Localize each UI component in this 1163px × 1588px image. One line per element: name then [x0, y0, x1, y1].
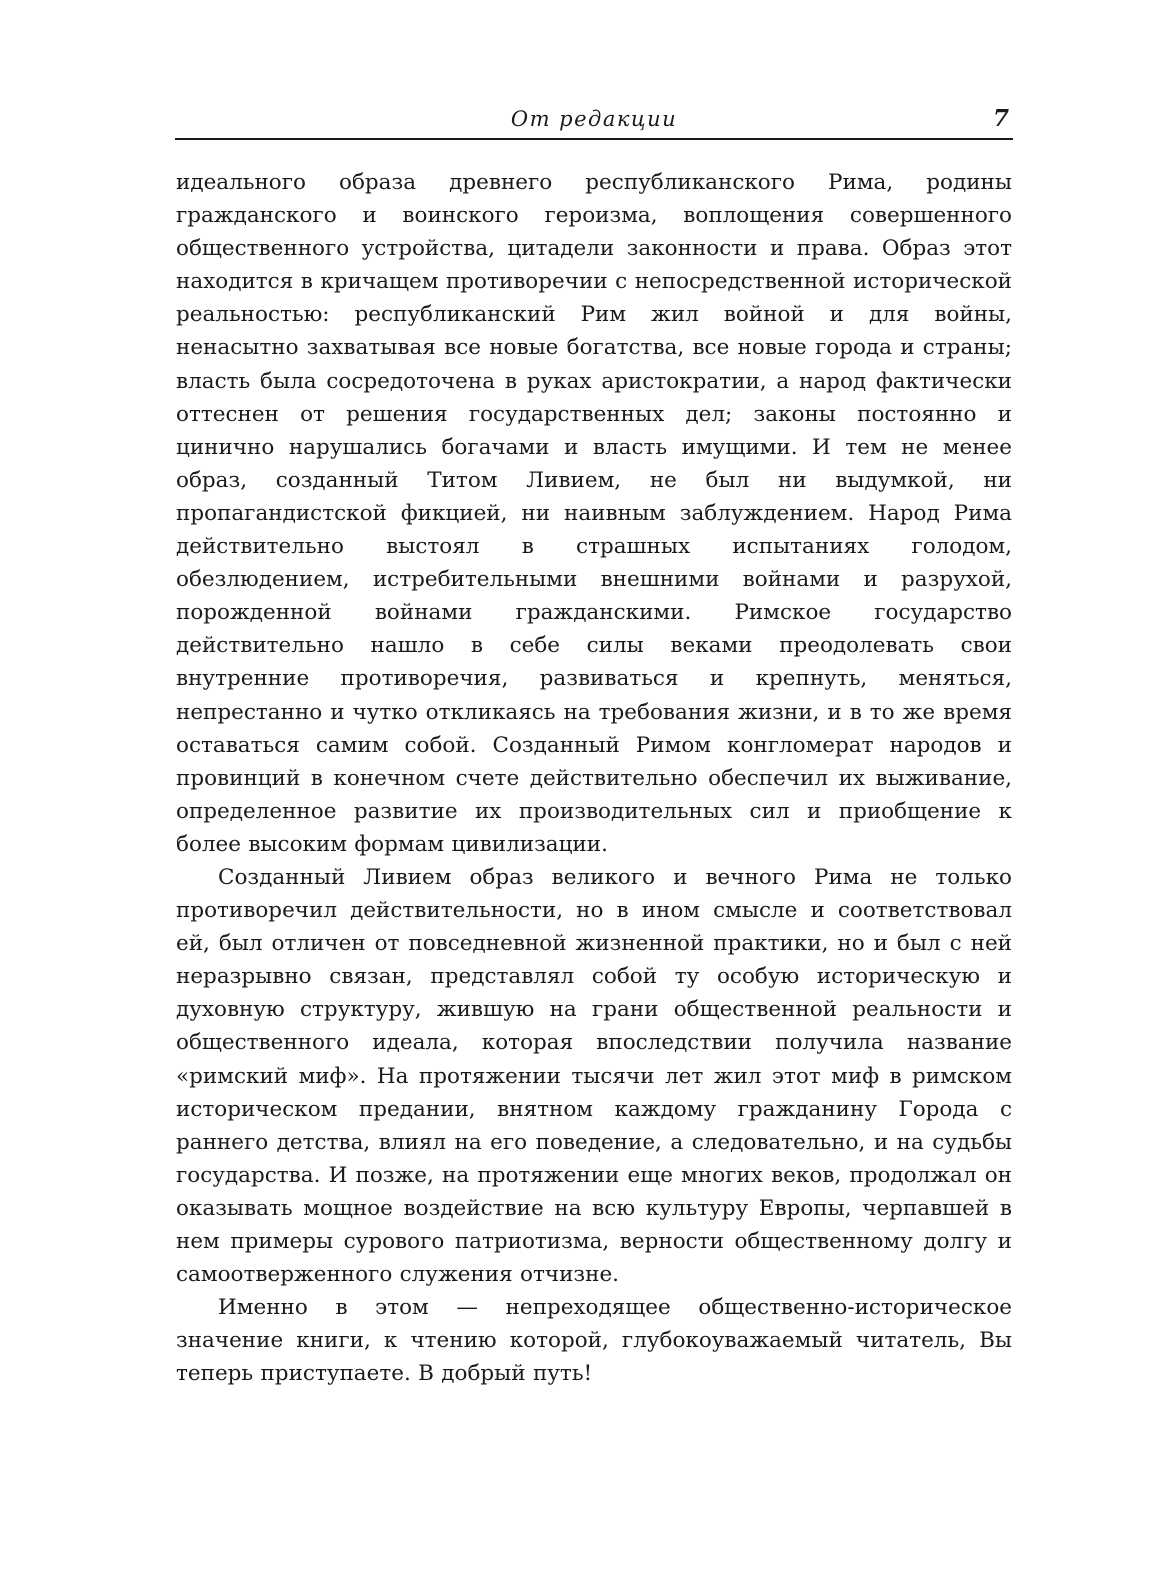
paragraph-continuation: идеального образа древнего республиканского Рима, родины гражданского и воинского героизма, воплощения совершенного общественного устройства, цитадели законности и права. Образ этот находится в кричащем противоречии с непосредственной исторической реальностью: республиканский Рим жил войной и для войны, ненасытно захватывая все новые богатства, все новые города и страны; власть была сосредоточена в руках аристократии, а народ фактически оттеснен от решения государственных дел; законы постоянно и цинично нарушались богачами и власть имущими. И тем не менее образ, созданный Титом Ливием, не был ни выдумкой, ни пропагандистской фикцией, ни наивным заблуждением. Народ Рима действительно выстоял в страшных испытаниях голодом, обезлюдением, истребительными внешними войнами и разрухой, порожденной войнами гражданскими. Римское государство действительно нашло в себе силы веками преодолевать свои внутренние противоречия, развиваться и крепнуть, меняться, непрестанно и чутко откликаясь на требования жизни, и в то же время оставаться самим собой. Созданный Римом конгломерат народов и провинций в конечном счете действительно обеспечил их выживание, определенное развитие их производительных сил и приобщение к более высоким формам цивилизации.	[176, 170, 1012, 857]
paragraph-roman-myth: Созданный Ливием образ великого и вечного Рима не только противоречил действительности, но в ином смысле и соответствовал ей, был отличен от повседневной жизненной практики, но и был с ней неразрывно связан, представлял собой ту особую историческую и духовную структуру, жившую на грани общественной реальности и общественного идеала, которая впоследствии получила название «римский миф». На протяжении тысячи лет жил этот миф в римском историческом предании, внятном каждому гражданину Города с раннего детства, влиял на его поведение, а следовательно, и на судьбы государства. И позже, на протяжении еще многих веков, продолжал он оказывать мощное воздействие на всю культуру Европы, черпавшей в нем примеры сурового патриотизма, верности общественному долгу и самоотверженного служения отчизне.	[176, 864, 1012, 1288]
page-number: 7	[992, 105, 1009, 132]
body-text	[176, 166, 1012, 1390]
running-head	[175, 104, 1013, 136]
header-rule	[175, 138, 1013, 140]
running-title: От редакции	[510, 107, 678, 131]
paragraph-conclusion: Именно в этом — непреходящее общественно-историческое значение книги, к чтению которой, глубокоуважаемый читатель, Вы теперь приступаете. В добрый путь!	[176, 1295, 1012, 1387]
